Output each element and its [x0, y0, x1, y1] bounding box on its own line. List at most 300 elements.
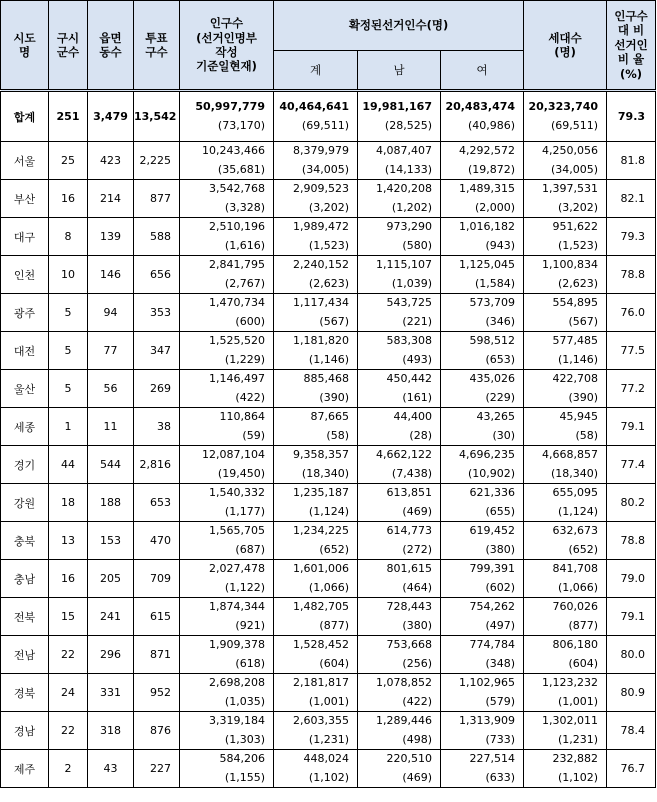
cell-voters-female	[441, 294, 524, 332]
cell-voters-male-sub: (422)	[402, 694, 432, 708]
table-row	[1, 522, 656, 560]
cell-households-sub: (2,623)	[557, 276, 599, 290]
cell-population-sub: (921)	[235, 618, 265, 632]
cell-voters-female-value: 1,489,315	[459, 182, 516, 196]
cell-tupyo: 13,542	[134, 91, 180, 142]
cell-voters-total-value: 2,909,523	[293, 182, 349, 196]
cell-gusi: 16	[49, 560, 88, 598]
cell-gusi: 10	[49, 256, 88, 294]
cell-voters-male-value: 44,400	[393, 410, 432, 424]
cell-population-sub: (1,035)	[224, 694, 265, 708]
cell-voters-total	[274, 142, 358, 180]
cell-tupyo: 353	[134, 294, 180, 332]
table-row	[1, 712, 656, 750]
cell-households-value: 554,895	[552, 296, 599, 310]
cell-gusi: 15	[49, 598, 88, 636]
cell-voters-total	[274, 408, 358, 446]
cell-voters-male-sub: (161)	[402, 390, 432, 404]
cell-voters-total-value: 1,989,472	[293, 220, 349, 234]
cell-population	[180, 674, 274, 712]
cell-population	[180, 522, 274, 560]
cell-voters-total-sub: (652)	[319, 542, 349, 556]
cell-voters-male	[358, 598, 441, 636]
header-voters-total: 계	[274, 51, 358, 91]
cell-voters-male	[358, 408, 441, 446]
table-row	[1, 142, 656, 180]
cell-tupyo: 588	[134, 218, 180, 256]
cell-voters-male-sub: (14,133)	[384, 162, 432, 176]
cell-population-value: 10,243,466	[202, 144, 265, 158]
cell-voters-female-value: 1,016,182	[459, 220, 516, 234]
cell-population-value: 2,510,196	[209, 220, 265, 234]
cell-voters-male-sub: (469)	[402, 504, 432, 518]
cell-voters-male-value: 753,668	[386, 638, 432, 652]
cell-tupyo: 615	[134, 598, 180, 636]
cell-voters-female-value: 1,313,909	[459, 714, 516, 728]
cell-voters-total	[274, 180, 358, 218]
cell-voters-male	[358, 142, 441, 180]
cell-voters-male-value: 728,443	[386, 600, 432, 614]
cell-voters-female	[441, 598, 524, 636]
cell-voters-total-value: 1,601,006	[293, 562, 349, 576]
cell-voters-male	[358, 636, 441, 674]
header-households: 세대수 (명)	[524, 1, 607, 91]
cell-voters-female	[441, 522, 524, 560]
cell-gusi: 5	[49, 294, 88, 332]
table-row	[1, 408, 656, 446]
cell-households	[524, 142, 607, 180]
cell-households-value: 760,026	[552, 600, 599, 614]
cell-voters-male-value: 220,510	[386, 752, 432, 766]
total-row	[1, 91, 656, 142]
cell-eupmyeon: 3,479	[88, 91, 134, 142]
cell-eupmyeon: 423	[88, 142, 134, 180]
cell-voters-male-value: 973,290	[386, 220, 432, 234]
cell-population-value: 1,909,378	[209, 638, 265, 652]
cell-gusi: 44	[49, 446, 88, 484]
cell-ratio: 78.8	[607, 256, 656, 294]
cell-voters-total-sub: (69,511)	[301, 118, 349, 132]
cell-voters-total-sub: (877)	[319, 618, 349, 632]
cell-voters-female	[441, 142, 524, 180]
cell-population-value: 1,525,520	[209, 334, 265, 348]
cell-voters-female-sub: (10,902)	[467, 466, 516, 480]
cell-gusi: 2	[49, 750, 88, 788]
cell-tupyo: 952	[134, 674, 180, 712]
cell-tupyo: 709	[134, 560, 180, 598]
cell-population	[180, 712, 274, 750]
cell-voters-total	[274, 446, 358, 484]
header-gusi-count: 구시 군수	[49, 1, 88, 91]
cell-voters-female-sub: (229)	[485, 390, 516, 404]
cell-voters-male-value: 4,087,407	[376, 144, 432, 158]
cell-eupmyeon: 241	[88, 598, 134, 636]
cell-households-value: 4,250,056	[542, 144, 599, 158]
cell-gusi: 5	[49, 370, 88, 408]
cell-eupmyeon: 296	[88, 636, 134, 674]
cell-ratio: 79.0	[607, 560, 656, 598]
cell-population-value: 1,146,497	[209, 372, 265, 386]
cell-voters-female-sub: (380)	[485, 542, 516, 556]
cell-households-value: 20,323,740	[528, 100, 599, 114]
cell-voters-total-value: 885,468	[303, 372, 349, 386]
cell-households-value: 1,100,834	[542, 258, 599, 272]
cell-population-value: 3,542,768	[209, 182, 265, 196]
cell-sido: 충북	[1, 522, 49, 560]
cell-voters-total	[274, 91, 358, 142]
cell-voters-total-value: 1,181,820	[293, 334, 349, 348]
cell-voters-female	[441, 484, 524, 522]
cell-households-sub: (34,005)	[550, 162, 599, 176]
cell-households-value: 45,945	[559, 410, 599, 424]
cell-sido: 전남	[1, 636, 49, 674]
cell-households	[524, 522, 607, 560]
table-row	[1, 218, 656, 256]
cell-population-sub: (1,122)	[224, 580, 265, 594]
cell-eupmyeon: 56	[88, 370, 134, 408]
cell-voters-total-value: 2,240,152	[293, 258, 349, 272]
cell-sido: 경북	[1, 674, 49, 712]
cell-households	[524, 91, 607, 142]
cell-households-value: 951,622	[552, 220, 599, 234]
cell-households	[524, 408, 607, 446]
cell-ratio: 79.3	[607, 91, 656, 142]
cell-households-sub: (1,124)	[557, 504, 599, 518]
cell-voters-female-sub: (2,000)	[474, 200, 516, 214]
cell-tupyo: 2,225	[134, 142, 180, 180]
cell-gusi: 22	[49, 636, 88, 674]
cell-voters-male-sub: (221)	[402, 314, 432, 328]
cell-voters-total-sub: (1,001)	[308, 694, 349, 708]
cell-voters-female-sub: (40,986)	[467, 118, 516, 132]
cell-voters-female-value: 1,125,045	[459, 258, 516, 272]
cell-voters-male-value: 801,615	[386, 562, 432, 576]
cell-gusi: 251	[49, 91, 88, 142]
cell-population	[180, 598, 274, 636]
cell-households-sub: (1,231)	[557, 732, 599, 746]
cell-population-value: 50,997,779	[195, 100, 265, 114]
table-row	[1, 598, 656, 636]
cell-population-sub: (422)	[235, 390, 265, 404]
table-row	[1, 294, 656, 332]
cell-population	[180, 256, 274, 294]
cell-population-sub: (1,303)	[224, 732, 265, 746]
cell-households-sub: (1,146)	[557, 352, 599, 366]
cell-voters-total	[274, 750, 358, 788]
cell-voters-female-sub: (346)	[485, 314, 516, 328]
cell-voters-male	[358, 674, 441, 712]
cell-households-value: 806,180	[552, 638, 599, 652]
cell-voters-total-value: 40,464,641	[279, 100, 349, 114]
cell-households	[524, 636, 607, 674]
cell-voters-female	[441, 446, 524, 484]
cell-voters-male	[358, 218, 441, 256]
cell-population	[180, 91, 274, 142]
table-row	[1, 484, 656, 522]
cell-voters-female-value: 754,262	[469, 600, 516, 614]
cell-voters-female-sub: (943)	[485, 238, 516, 252]
cell-voters-female-sub: (633)	[485, 770, 516, 784]
cell-voters-female-sub: (1,584)	[474, 276, 516, 290]
cell-voters-total-value: 8,379,979	[293, 144, 349, 158]
cell-households	[524, 750, 607, 788]
cell-voters-female-sub: (30)	[492, 428, 516, 442]
cell-households-value: 422,708	[552, 372, 599, 386]
cell-voters-male	[358, 370, 441, 408]
cell-population-value: 584,206	[219, 752, 265, 766]
cell-voters-male-sub: (498)	[402, 732, 432, 746]
cell-voters-total	[274, 332, 358, 370]
cell-sido: 울산	[1, 370, 49, 408]
cell-voters-male	[358, 256, 441, 294]
cell-voters-female	[441, 180, 524, 218]
cell-voters-female-sub: (348)	[485, 656, 516, 670]
cell-voters-male	[358, 750, 441, 788]
cell-voters-male-sub: (1,039)	[391, 276, 432, 290]
cell-voters-total-sub: (18,340)	[301, 466, 349, 480]
cell-voters-female-value: 4,696,235	[459, 448, 516, 462]
header-voters-female: 여	[441, 51, 524, 91]
cell-population-value: 110,864	[219, 410, 265, 424]
cell-voters-male	[358, 522, 441, 560]
cell-households	[524, 598, 607, 636]
cell-sido: 경남	[1, 712, 49, 750]
cell-voters-female-value: 619,452	[469, 524, 516, 538]
cell-voters-total-sub: (1,146)	[308, 352, 349, 366]
cell-population-sub: (59)	[242, 428, 265, 442]
cell-ratio: 80.0	[607, 636, 656, 674]
cell-voters-total	[274, 560, 358, 598]
cell-population	[180, 750, 274, 788]
cell-population-value: 1,874,344	[209, 600, 265, 614]
cell-voters-male-value: 543,725	[386, 296, 432, 310]
cell-population	[180, 180, 274, 218]
cell-households-sub: (877)	[568, 618, 599, 632]
cell-voters-male-value: 4,662,122	[376, 448, 432, 462]
cell-ratio: 77.5	[607, 332, 656, 370]
cell-sido: 제주	[1, 750, 49, 788]
cell-population-value: 2,698,208	[209, 676, 265, 690]
cell-voters-male	[358, 332, 441, 370]
cell-households	[524, 370, 607, 408]
cell-households-value: 4,668,857	[542, 448, 599, 462]
cell-voters-male-sub: (580)	[402, 238, 432, 252]
cell-population	[180, 636, 274, 674]
cell-voters-total-sub: (34,005)	[301, 162, 349, 176]
cell-voters-total	[274, 636, 358, 674]
cell-ratio: 82.1	[607, 180, 656, 218]
cell-population	[180, 218, 274, 256]
cell-voters-male-sub: (28)	[409, 428, 432, 442]
cell-population-value: 3,319,184	[209, 714, 265, 728]
cell-population-sub: (35,681)	[217, 162, 265, 176]
cell-voters-female	[441, 636, 524, 674]
cell-population-value: 2,027,478	[209, 562, 265, 576]
table-row	[1, 560, 656, 598]
cell-ratio: 77.2	[607, 370, 656, 408]
cell-households-value: 655,095	[552, 486, 599, 500]
cell-voters-male-value: 613,851	[386, 486, 432, 500]
cell-voters-total-value: 9,358,357	[293, 448, 349, 462]
cell-ratio: 80.9	[607, 674, 656, 712]
cell-tupyo: 656	[134, 256, 180, 294]
cell-tupyo: 470	[134, 522, 180, 560]
cell-voters-male-value: 1,078,852	[376, 676, 432, 690]
cell-gusi: 8	[49, 218, 88, 256]
cell-households	[524, 332, 607, 370]
cell-households-value: 577,485	[552, 334, 599, 348]
cell-tupyo: 877	[134, 180, 180, 218]
cell-sido: 서울	[1, 142, 49, 180]
cell-voters-female-sub: (733)	[485, 732, 516, 746]
table-body	[1, 91, 656, 788]
cell-households	[524, 446, 607, 484]
cell-eupmyeon: 331	[88, 674, 134, 712]
cell-eupmyeon: 153	[88, 522, 134, 560]
cell-voters-female-value: 1,102,965	[459, 676, 516, 690]
cell-voters-total-sub: (3,202)	[308, 200, 349, 214]
cell-eupmyeon: 214	[88, 180, 134, 218]
cell-eupmyeon: 205	[88, 560, 134, 598]
cell-voters-total	[274, 256, 358, 294]
cell-voters-female-sub: (602)	[485, 580, 516, 594]
cell-eupmyeon: 94	[88, 294, 134, 332]
cell-voters-male-sub: (1,202)	[391, 200, 432, 214]
cell-voters-female-value: 774,784	[469, 638, 516, 652]
cell-voters-female-sub: (19,872)	[467, 162, 516, 176]
cell-voters-female	[441, 674, 524, 712]
cell-sido: 대전	[1, 332, 49, 370]
cell-households-value: 841,708	[552, 562, 599, 576]
cell-voters-total-value: 1,235,187	[293, 486, 349, 500]
cell-gusi: 13	[49, 522, 88, 560]
cell-tupyo: 347	[134, 332, 180, 370]
cell-voters-male	[358, 294, 441, 332]
cell-population-sub: (2,767)	[224, 276, 265, 290]
cell-households-sub: (567)	[568, 314, 599, 328]
cell-voters-male	[358, 91, 441, 142]
cell-population-sub: (1,177)	[224, 504, 265, 518]
cell-population	[180, 446, 274, 484]
cell-population	[180, 332, 274, 370]
cell-sido: 전북	[1, 598, 49, 636]
cell-tupyo: 876	[134, 712, 180, 750]
cell-population-value: 1,565,705	[209, 524, 265, 538]
cell-population	[180, 370, 274, 408]
cell-population	[180, 484, 274, 522]
cell-voters-total-value: 87,665	[310, 410, 349, 424]
cell-voters-total-sub: (2,623)	[308, 276, 349, 290]
cell-sido: 부산	[1, 180, 49, 218]
cell-ratio: 79.1	[607, 408, 656, 446]
cell-voters-total	[274, 294, 358, 332]
cell-households-sub: (652)	[568, 542, 599, 556]
cell-population-sub: (1,229)	[224, 352, 265, 366]
table-row	[1, 332, 656, 370]
cell-voters-male-value: 1,289,446	[376, 714, 432, 728]
cell-voters-total	[274, 218, 358, 256]
cell-eupmyeon: 544	[88, 446, 134, 484]
header-sido: 시도 명	[1, 1, 49, 91]
cell-population-sub: (3,328)	[224, 200, 265, 214]
cell-eupmyeon: 146	[88, 256, 134, 294]
table-row	[1, 370, 656, 408]
cell-ratio: 78.8	[607, 522, 656, 560]
header-voter-ratio: 인구수 대 비 선거인 비 율 (%)	[607, 1, 656, 91]
cell-ratio: 79.3	[607, 218, 656, 256]
cell-voters-total-value: 1,117,434	[293, 296, 349, 310]
cell-ratio: 76.7	[607, 750, 656, 788]
cell-households-value: 232,882	[552, 752, 599, 766]
cell-eupmyeon: 77	[88, 332, 134, 370]
cell-ratio: 79.1	[607, 598, 656, 636]
cell-voters-total-value: 2,603,355	[293, 714, 349, 728]
cell-households-value: 632,673	[552, 524, 599, 538]
cell-tupyo: 871	[134, 636, 180, 674]
cell-voters-male	[358, 560, 441, 598]
cell-households-sub: (604)	[568, 656, 599, 670]
cell-households-sub: (1,066)	[557, 580, 599, 594]
cell-gusi: 16	[49, 180, 88, 218]
cell-households-sub: (3,202)	[557, 200, 599, 214]
cell-voters-female	[441, 712, 524, 750]
table-header	[1, 1, 656, 91]
header-population: 인구수 (선거인명부 작성 기준일현재)	[180, 1, 274, 91]
cell-ratio: 76.0	[607, 294, 656, 332]
cell-households	[524, 560, 607, 598]
cell-voters-male	[358, 484, 441, 522]
cell-ratio: 78.4	[607, 712, 656, 750]
cell-voters-total-sub: (1,231)	[308, 732, 349, 746]
cell-eupmyeon: 318	[88, 712, 134, 750]
cell-voters-male-value: 19,981,167	[362, 100, 432, 114]
cell-voters-male	[358, 712, 441, 750]
cell-households-sub: (69,511)	[550, 118, 599, 132]
cell-population	[180, 560, 274, 598]
cell-voters-male-sub: (493)	[402, 352, 432, 366]
cell-voters-total-value: 1,482,705	[293, 600, 349, 614]
cell-population-sub: (600)	[235, 314, 265, 328]
cell-voters-total	[274, 674, 358, 712]
cell-population	[180, 408, 274, 446]
cell-population-value: 12,087,104	[202, 448, 265, 462]
cell-gusi: 25	[49, 142, 88, 180]
cell-tupyo: 227	[134, 750, 180, 788]
cell-gusi: 1	[49, 408, 88, 446]
cell-voters-female-value: 20,483,474	[445, 100, 516, 114]
cell-households	[524, 484, 607, 522]
cell-tupyo: 38	[134, 408, 180, 446]
cell-voters-total	[274, 370, 358, 408]
cell-voters-male-value: 583,308	[386, 334, 432, 348]
cell-households	[524, 674, 607, 712]
cell-voters-male-value: 450,442	[386, 372, 432, 386]
cell-voters-total-value: 1,234,225	[293, 524, 349, 538]
cell-sido: 충남	[1, 560, 49, 598]
header-eupmyeon-count: 읍면 동수	[88, 1, 134, 91]
cell-voters-male-sub: (256)	[402, 656, 432, 670]
cell-eupmyeon: 43	[88, 750, 134, 788]
cell-population-sub: (687)	[235, 542, 265, 556]
cell-voters-total-sub: (1,102)	[308, 770, 349, 784]
cell-population-value: 2,841,795	[209, 258, 265, 272]
cell-voters-total	[274, 522, 358, 560]
cell-ratio: 81.8	[607, 142, 656, 180]
cell-voters-total	[274, 598, 358, 636]
table-row	[1, 446, 656, 484]
table-row	[1, 256, 656, 294]
cell-sido: 세종	[1, 408, 49, 446]
